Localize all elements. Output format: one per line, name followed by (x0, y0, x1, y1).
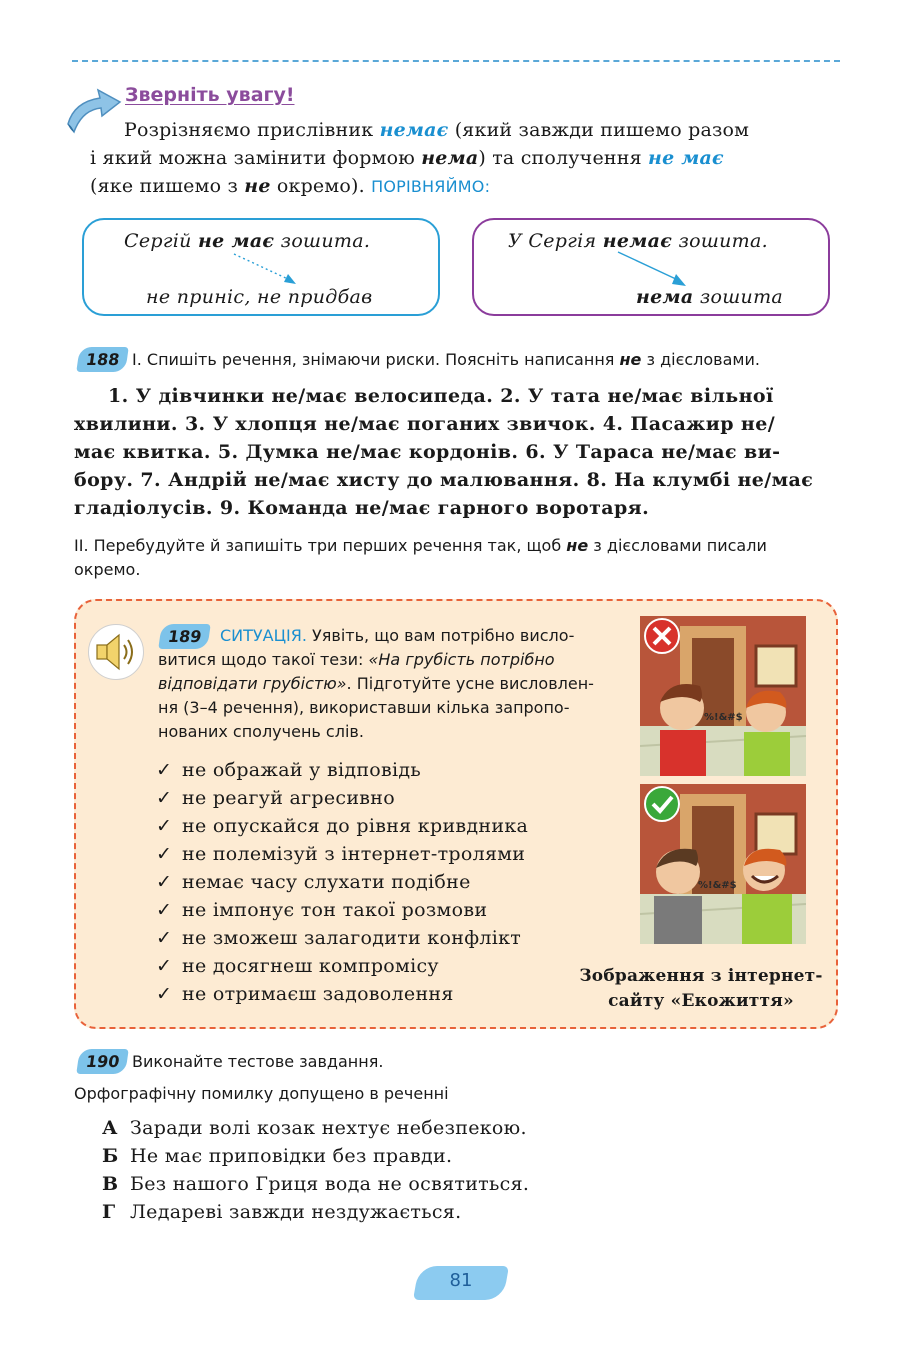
list-item (156, 840, 528, 868)
situation-label: СИТУАЦІЯ. (220, 626, 307, 645)
option-v (102, 1170, 529, 1198)
option-text: Не має приповідки без правди. (130, 1145, 453, 1167)
list-item (156, 980, 528, 1008)
rule-text-6: окремо). (270, 175, 372, 197)
check-icon-circle (645, 787, 679, 821)
caption-line-1: Зображення з інтернет- (579, 966, 823, 986)
check-icon: ✓ (156, 787, 173, 809)
exercise-189-badge: 189 (158, 624, 211, 649)
caption-line-2: сайту «Екожиття» (608, 991, 794, 1011)
compare-box-left (82, 218, 440, 316)
rule-paragraph (90, 116, 840, 201)
check-icon: ✓ (156, 843, 173, 865)
option-text: Без нашого Гриця вода не освятиться. (130, 1173, 530, 1195)
exercise-190-badge: 190 (76, 1049, 129, 1074)
exercise-189-task (158, 624, 618, 744)
speaker-icon (88, 624, 144, 680)
rule-text-3: і який можна замінити формою (90, 147, 422, 169)
check-icon: ✓ (156, 815, 173, 837)
ex189-task-c: . Підготуйте усне висловлен- (346, 674, 594, 693)
check-icon: ✓ (156, 871, 173, 893)
ex188-task2-word: не (566, 536, 589, 555)
option-letter: А (102, 1117, 118, 1139)
anger-bubble: %!&#$ (698, 880, 737, 891)
ex188-line: бору. 7. Андрій не/має хисту до малювання. 8. На клумбі не/має (74, 469, 814, 491)
list-item-text: немає часу слухати подібне (182, 871, 471, 893)
option-text: Заради волі козак нехтує небезпекою. (130, 1117, 527, 1139)
list-item-text: не реагуй агресивно (182, 787, 396, 809)
list-item-text: не досягнеш компромісу (182, 955, 439, 977)
illustration-wrong-reaction (640, 616, 806, 776)
ex189-thesis-b: відповідати грубістю» (158, 674, 347, 693)
compare-right-bottom-b: зошита (693, 286, 784, 308)
compare-left-top-c: зошита. (274, 230, 371, 252)
attention-title: Зверніть увагу! (125, 84, 295, 106)
list-item-text: не зможеш залагодити конфлікт (182, 927, 522, 949)
ex189-task-b: витися щодо такої тези: (158, 650, 369, 669)
compare-box-right (472, 218, 830, 316)
ex188-line: має квитка. 5. Думка не/має кордонів. 6. У Тараса не/має ви- (74, 441, 781, 463)
ex189-thesis-a: «На грубість потрібно (368, 650, 555, 669)
option-letter: Г (102, 1201, 116, 1223)
compare-left-bottom: не приніс, не придбав (146, 286, 373, 308)
option-g (102, 1198, 529, 1226)
compare-right-top (508, 230, 768, 252)
compare-left-top-a: Сергій (124, 230, 198, 252)
check-icon: ✓ (156, 927, 173, 949)
check-icon: ✓ (156, 759, 173, 781)
ex188-task-word: не (619, 350, 642, 369)
check-icon: ✓ (156, 955, 173, 977)
top-dashed-rule (72, 60, 840, 62)
ex188-line: гладіолусів. 9. Команда не/має гарного воротаря. (74, 497, 650, 519)
page-number: 81 (449, 1270, 473, 1291)
option-letter: В (102, 1173, 119, 1195)
compare-right-bottom (636, 286, 783, 308)
rule-word-nemaye: немає (379, 119, 449, 141)
list-item (156, 868, 528, 896)
option-b (102, 1142, 529, 1170)
option-letter: Б (102, 1145, 119, 1167)
rule-word-nema: нема (421, 147, 479, 169)
arrow-icon (616, 250, 696, 290)
ex188-task2-c: окремо. (74, 560, 141, 579)
list-item-text: не полемізуй з інтернет-тролями (182, 843, 526, 865)
anger-bubble: %!&#$ (704, 712, 743, 723)
rule-text-5: (яке пишемо з (90, 175, 245, 197)
check-icon: ✓ (156, 983, 173, 1005)
list-item (156, 812, 528, 840)
exercise-188-sentences (74, 382, 840, 522)
exercise-190-subtask: Орфографічну помилку допущено в реченні (74, 1084, 449, 1103)
rule-word-ne-maye: не має (648, 147, 724, 169)
rule-text-4: ) та сполучення (478, 147, 649, 169)
list-item (156, 952, 528, 980)
option-text: Ледареві завжди нездужається. (130, 1201, 462, 1223)
image-caption (565, 964, 837, 1014)
list-item (156, 924, 528, 952)
list-item (156, 896, 528, 924)
ex189-task-e: нованих сполучень слів. (158, 722, 364, 741)
list-item-text: не ображай у відповідь (182, 759, 422, 781)
list-item (156, 784, 528, 812)
compare-right-top-b: немає (602, 230, 673, 252)
exercise-188-task (132, 350, 760, 369)
test-options (102, 1114, 529, 1226)
dotted-arrow-icon (232, 252, 302, 288)
compare-left-top (124, 230, 370, 252)
list-item (156, 756, 528, 784)
list-item-text: не отримаєш задоволення (182, 983, 454, 1005)
option-a (102, 1114, 529, 1142)
rule-text-2: (який завжди пишемо разом (448, 119, 750, 141)
ex188-task2-b: з дієсловами писали (588, 536, 767, 555)
ex189-task-d: ня (3–4 речення), використавши кілька запропо- (158, 698, 570, 717)
compare-label: ПОРІВНЯЙМО: (371, 177, 491, 196)
rule-text-1: Розрізняємо прислівник (124, 119, 380, 141)
check-icon: ✓ (156, 899, 173, 921)
illustration-right-reaction (640, 784, 806, 944)
exercise-190-task: Виконайте тестове завдання. (132, 1052, 384, 1071)
compare-right-top-c: зошита. (672, 230, 768, 252)
ex188-line: 1. У дівчинки не/має велосипеда. 2. У тата не/має вільної (108, 385, 774, 407)
compare-right-top-a: У Сергія (508, 230, 603, 252)
ex188-line: хвилини. 3. У хлопця не/має поганих звичок. 4. Пасажир не/ (74, 413, 776, 435)
rule-word-ne: не (244, 175, 271, 197)
ex189-task-a: Уявіть, що вам потрібно висло- (306, 626, 575, 645)
phrase-list (156, 756, 528, 1008)
ex188-task-a: І. Спишіть речення, знімаючи риски. Поясніть написання (132, 350, 620, 369)
compare-left-top-b: не має (198, 230, 275, 252)
exercise-188-task-2 (74, 534, 840, 582)
ex188-task-b: з дієсловами. (641, 350, 760, 369)
exercise-188-badge: 188 (76, 347, 129, 372)
ex188-task2-a: ІІ. Перебудуйте й запишіть три перших речення так, щоб (74, 536, 567, 555)
list-item-text: не імпонує тон такої розмови (182, 899, 488, 921)
list-item-text: не опускайся до рівня кривдника (182, 815, 529, 837)
compare-right-bottom-a: нема (636, 286, 694, 308)
